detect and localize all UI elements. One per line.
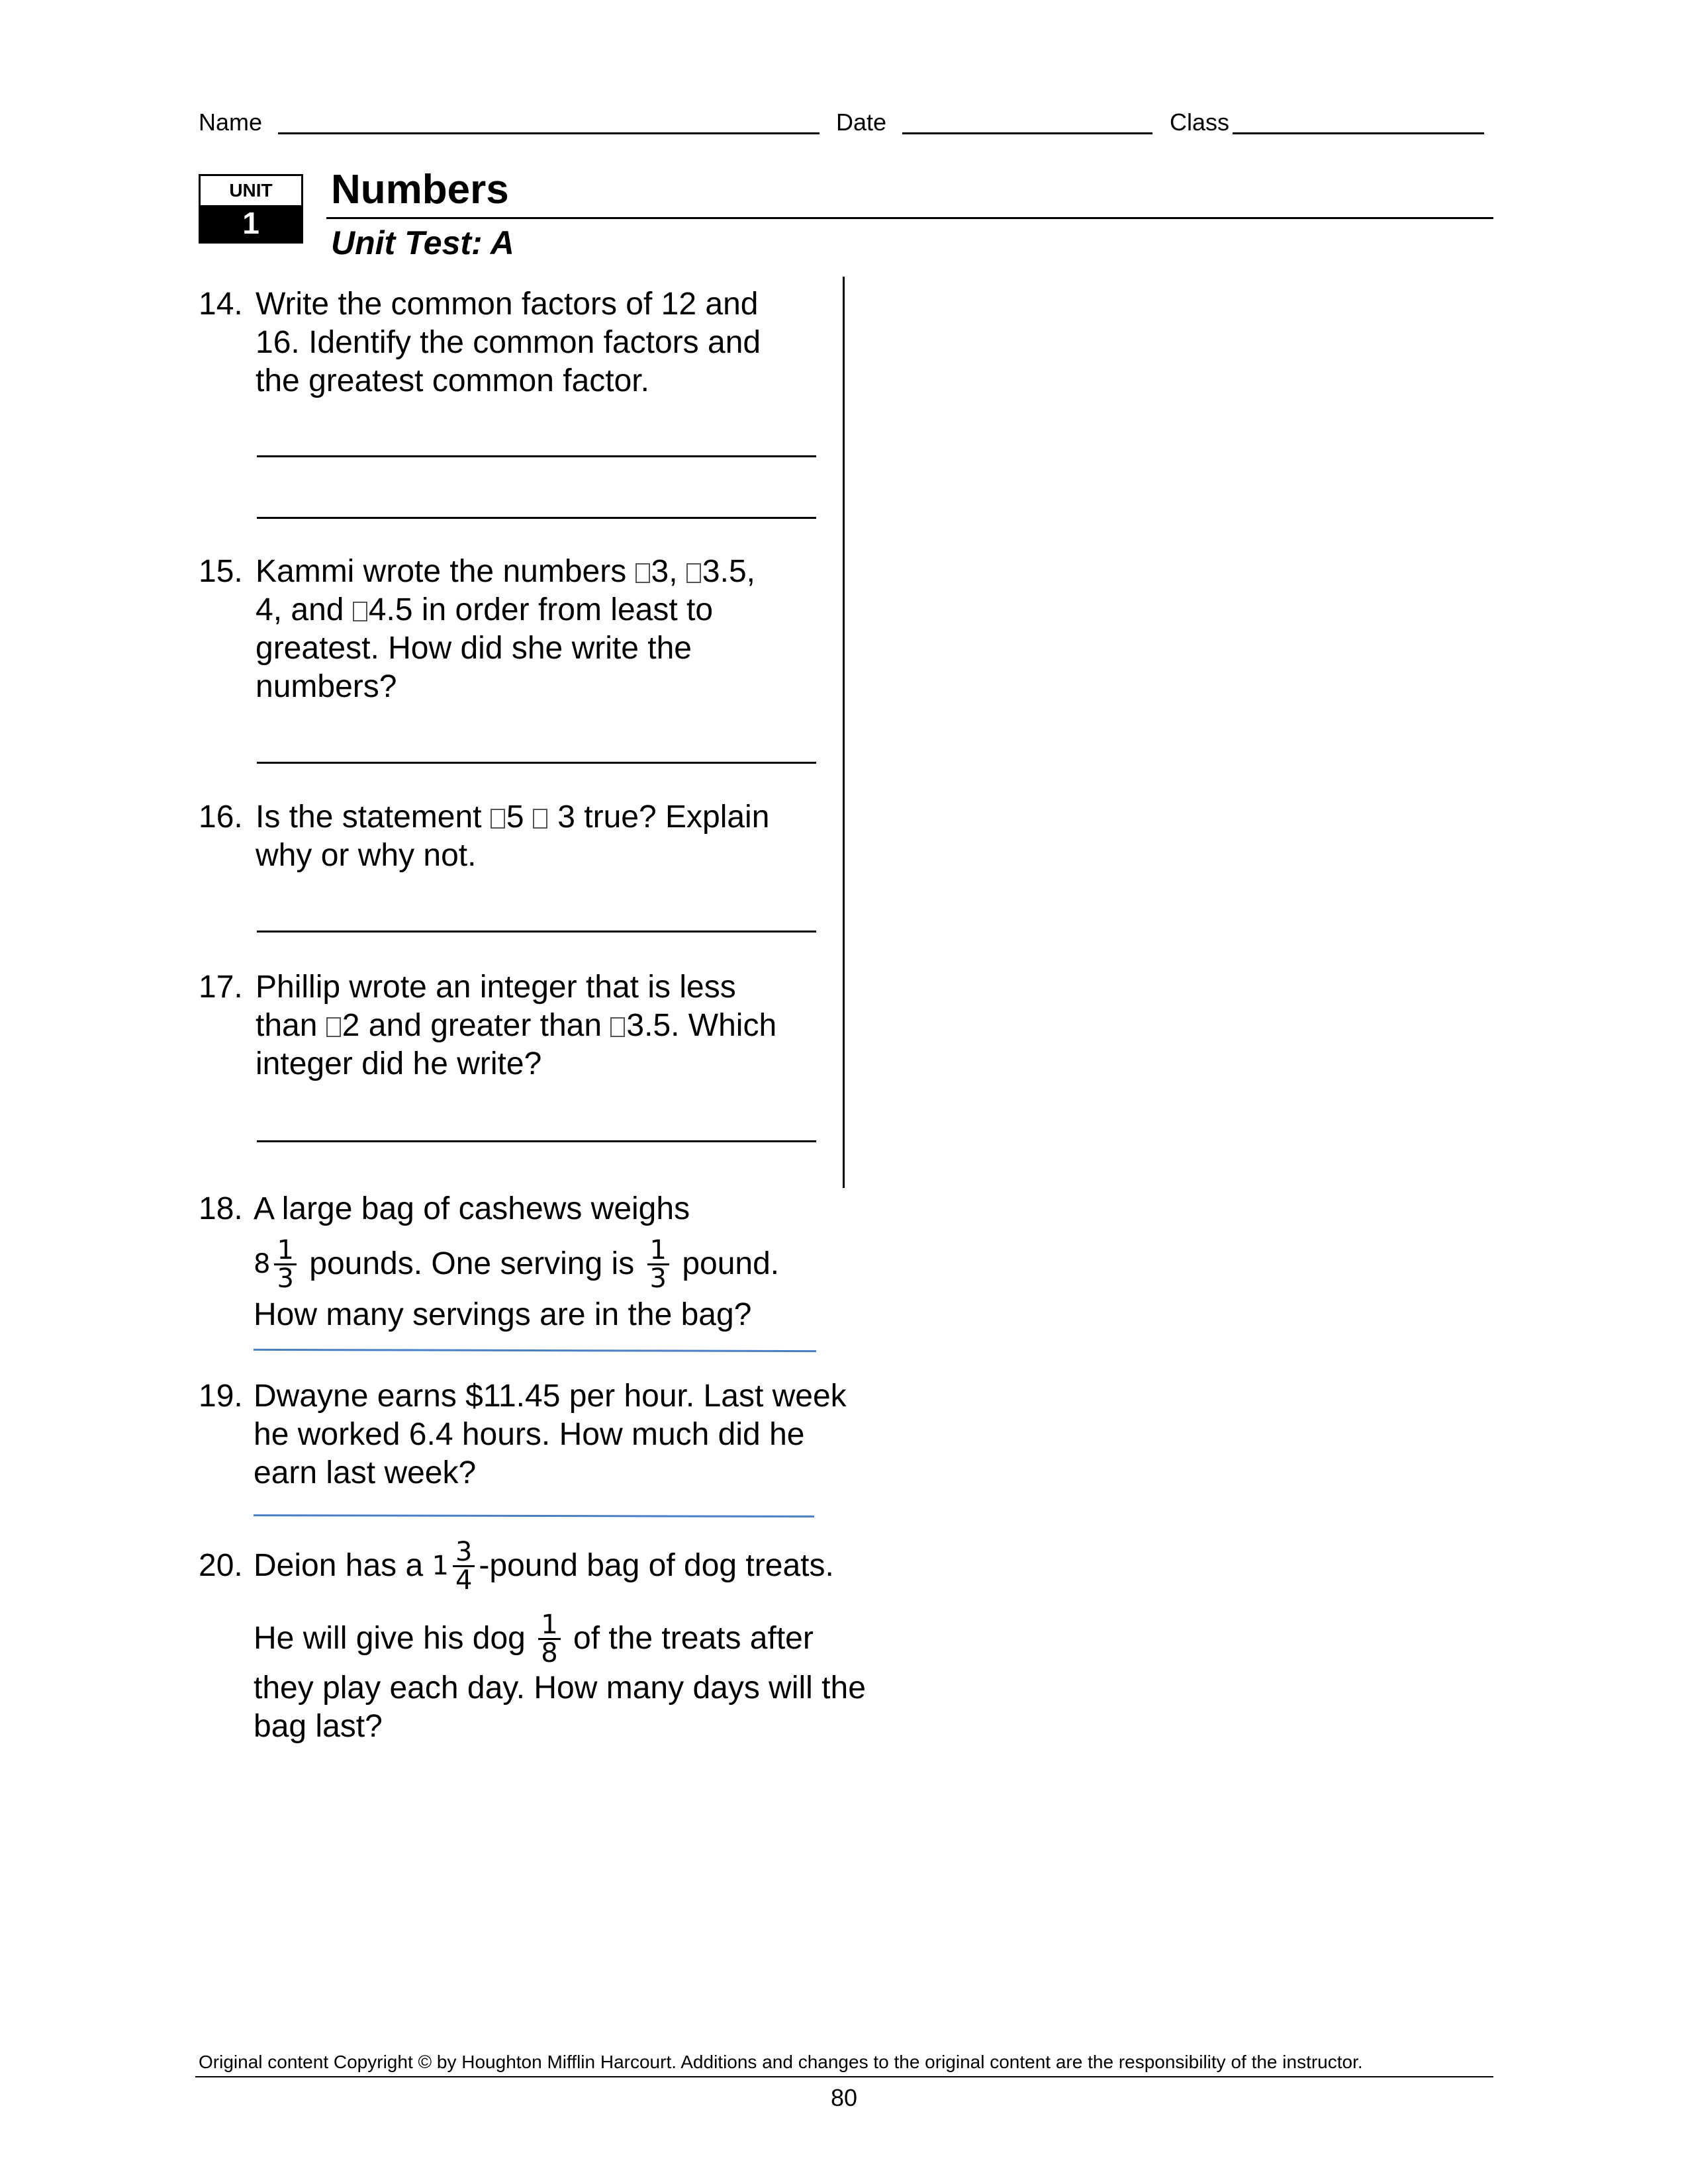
question-text-line: bag last?: [254, 1709, 383, 1744]
answer-line-15[interactable]: [257, 762, 816, 764]
question-number: 14.: [199, 287, 243, 322]
unit-subtitle: Unit Test: A: [331, 224, 514, 261]
unit-badge-number: 1: [201, 205, 301, 242]
missing-glyph-box: [353, 602, 367, 621]
question-text-line: Is the statement 5 3 true? Explain: [256, 799, 770, 835]
question-number: 18.: [199, 1191, 243, 1226]
answer-line-14b[interactable]: [257, 517, 816, 519]
missing-glyph-box: [491, 809, 505, 829]
question-text-line: He will give his dog $\frac{1}{8}$ of the treats after: [254, 1609, 814, 1668]
page-number: 80: [830, 2084, 858, 2111]
question-text-line: 8 $\frac{1}{3}$ pounds. One serving is $\frac{1}{3}$ pound.: [254, 1234, 780, 1294]
question-14: [199, 285, 834, 400]
name-label: Name: [199, 109, 263, 136]
question-text-line: why or why not.: [256, 838, 477, 873]
missing-glyph-box: [610, 1017, 625, 1037]
missing-glyph-box: [326, 1017, 341, 1037]
answer-line-14a[interactable]: [257, 455, 816, 457]
question-text-line: Write the common factors of 12 and: [256, 287, 759, 322]
unit-title: Numbers: [331, 167, 509, 212]
answer-line-18[interactable]: [254, 1349, 816, 1352]
question-19: [199, 1377, 927, 1492]
fraction: $\frac{1}{8}$: [538, 1612, 560, 1666]
question-number: 15.: [199, 554, 243, 589]
date-field[interactable]: [902, 132, 1152, 134]
question-text-line: numbers?: [256, 669, 397, 704]
question-number: 17.: [199, 970, 243, 1005]
question-text-line: he worked 6.4 hours. How much did he: [254, 1417, 805, 1452]
name-field[interactable]: [278, 132, 820, 134]
question-text-line: How many servings are in the bag?: [254, 1297, 752, 1332]
question-text-line: 4, and 4.5 in order from least to: [256, 592, 714, 627]
title-rule: [326, 217, 1493, 219]
missing-glyph-box: [533, 809, 547, 829]
question-20: [199, 1535, 960, 1746]
class-label: Class: [1170, 109, 1230, 136]
question-text-line: Deion has a 1 $\frac{3}{4}$ -pound bag of dog treats.: [254, 1536, 834, 1596]
mixed-number-whole: 8: [254, 1249, 271, 1279]
fraction: $\frac{1}{3}$: [647, 1237, 669, 1292]
copyright-notice: Original content Copyright © by Houghton Mifflin Harcourt. Additions and changes to the original content are the responsibility of the instructor.: [199, 2052, 1363, 2072]
question-text-line: Kammi wrote the numbers 3, 3.5,: [256, 554, 755, 589]
question-15: [199, 553, 834, 706]
answer-line-16[interactable]: [257, 931, 816, 933]
column-divider: [843, 277, 845, 1188]
class-field[interactable]: [1233, 132, 1484, 134]
unit-badge: [199, 174, 303, 244]
question-text-line: than 2 and greater than 3.5. Which: [256, 1008, 777, 1043]
question-text-line: the greatest common factor.: [256, 363, 649, 398]
question-number: 20.: [199, 1548, 243, 1583]
question-text-line: Phillip wrote an integer that is less: [256, 970, 736, 1005]
missing-glyph-box: [635, 563, 650, 583]
fraction: $\frac{1}{3}$: [274, 1237, 296, 1292]
answer-line-19[interactable]: [254, 1514, 814, 1518]
question-text-line: earn last week?: [254, 1455, 477, 1490]
question-17: [199, 968, 834, 1083]
question-text-line: greatest. How did she write the: [256, 631, 692, 666]
answer-line-17[interactable]: [257, 1140, 816, 1142]
question-18: [199, 1190, 927, 1334]
question-text-line: 16. Identify the common factors and: [256, 325, 761, 360]
unit-badge-label: UNIT: [229, 180, 273, 201]
fraction: $\frac{3}{4}$: [453, 1539, 475, 1594]
mixed-number-whole: 1: [432, 1551, 449, 1581]
date-label: Date: [836, 109, 887, 136]
footer-rule: [195, 2076, 1493, 2077]
question-text-line: A large bag of cashews weighs: [254, 1191, 690, 1226]
question-number: 16.: [199, 799, 243, 835]
question-number: 19.: [199, 1379, 243, 1414]
question-text-line: they play each day. How many days will the: [254, 1670, 866, 1706]
missing-glyph-box: [686, 563, 701, 583]
question-text-line: integer did he write?: [256, 1046, 542, 1081]
question-16: [199, 798, 834, 875]
question-text-line: Dwayne earns $11.45 per hour. Last week: [254, 1379, 847, 1414]
